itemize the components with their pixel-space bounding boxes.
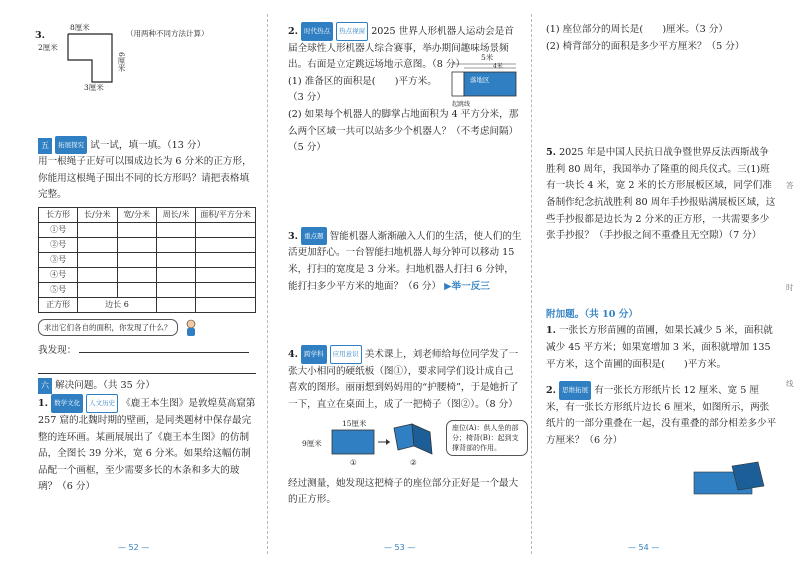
q2-tag-hot: 热点视窗	[336, 22, 368, 41]
q3-block	[35, 22, 256, 92]
q4-block	[288, 345, 522, 413]
row-label: 正方形	[39, 297, 78, 312]
dim-bottom: 3厘米	[84, 83, 104, 92]
fig-label-2: ②	[410, 457, 417, 467]
table-row	[39, 237, 256, 252]
discover-answer-line[interactable]	[79, 352, 249, 353]
overlap-paper-figure	[692, 460, 772, 500]
row-label: ⑤号	[39, 282, 78, 297]
section-5-text: 用一根绳子正好可以围成边长为 6 分米的正方形，你能用这根绳子围出不同的长方形吗？请把表格填完整。	[38, 156, 252, 201]
answer-cell[interactable]	[156, 237, 195, 252]
hint-row	[38, 319, 256, 337]
table-row	[39, 282, 256, 297]
q5-number: 5.	[546, 147, 557, 159]
l-shape-figure	[62, 24, 122, 90]
section-6-number: 六	[38, 378, 52, 394]
b2-tag: 思维拓展	[559, 381, 591, 400]
th-3: 周长/米	[156, 207, 195, 222]
b1-text: 一张长方形苗圃的苗圃，如果长减少 5 米，面积就减少 45 平方米；如果宽增加 3 米，面积就增加 135 平方米，这个苗圃的面积是( )平方米。	[546, 325, 773, 370]
row-label: ②号	[39, 237, 78, 252]
q4-tag-cross: 跨学科	[301, 345, 327, 364]
section-5-tag: 拓展探究	[55, 136, 87, 154]
q2-sub1: (1) 准备区的面积是( )平方米。（3 分）	[288, 75, 437, 104]
fig-width: 15厘米	[342, 418, 367, 428]
q2-sub2: (2) 如果每个机器人的脚掌占地面积为 4 平方分米，那么两个区域一共可以站多少个机器人？（不考虑间隔）（5 分）	[288, 108, 519, 154]
b2-text: 有一张长方形纸片长 12 厘米、宽 5 厘米，有一张长方形纸片边长 6 厘米，如图所示，两张纸片的一部分重叠在一起，没有重叠的部分相差多少平方厘米？（6 分）	[546, 385, 777, 446]
row-label: ④号	[39, 267, 78, 282]
answer-cell[interactable]	[78, 282, 117, 297]
q4-number: 4.	[288, 349, 299, 361]
discover-label: 我发现：	[38, 344, 77, 356]
bonus-2	[546, 381, 778, 449]
q3-note: （用两种不同方法计算）	[126, 29, 209, 38]
answer-cell[interactable]	[78, 222, 117, 237]
bonus-heading: 附加题。（共 10 分）	[546, 308, 638, 320]
answer-cell[interactable]	[78, 252, 117, 267]
section-6-title: 解决问题。（共 35 分）	[55, 380, 155, 392]
answer-cell[interactable]	[156, 267, 195, 282]
q1-text-block	[38, 394, 256, 496]
page-53	[268, 0, 530, 566]
fig-height: 9厘米	[302, 438, 322, 448]
dim-top: 8厘米	[70, 23, 90, 32]
chair-note: 座位(A)：供人坐的部分；椅背(B)：起到支撑背部的作用。	[446, 420, 528, 456]
q3-number: 3.	[288, 230, 299, 242]
answer-cell[interactable]	[117, 282, 156, 297]
q2-tag-era: 时代热点	[301, 22, 333, 41]
answer-cell[interactable]	[78, 237, 117, 252]
answer-cell[interactable]	[78, 267, 117, 282]
q2-text: 2025 世界人形机器人运动会是首届全球性人形机器人综合赛事，举办期间趣味场景频出。右面是立定跳远场地示意图。（8 分）	[288, 26, 514, 71]
margin-mark-3: 时	[786, 283, 794, 292]
fig-bottom: 起跳线	[452, 100, 471, 108]
b1-number: 1.	[546, 325, 557, 337]
section-6-heading	[38, 378, 256, 394]
q2-subs	[288, 52, 522, 157]
q4-figure-area	[288, 414, 522, 476]
table-header-row	[39, 207, 256, 222]
answer-cell[interactable]	[156, 282, 195, 297]
th-1: 长/分米	[78, 207, 117, 222]
answer-cell[interactable]	[117, 237, 156, 252]
section-5-title: 试一试，填一填。（13 分）	[90, 140, 207, 151]
answer-cell[interactable]	[156, 252, 195, 267]
answer-cell[interactable]	[196, 297, 256, 312]
table-row	[39, 252, 256, 267]
q3-tag: 重点题	[301, 227, 327, 246]
dim-left: 2厘米	[38, 43, 58, 52]
q3-link[interactable]: ▶举一反三	[444, 280, 490, 292]
table-row	[39, 267, 256, 282]
answer-cell[interactable]	[196, 282, 256, 297]
cardboard-figure	[302, 416, 442, 476]
q3-number: 3.	[35, 30, 46, 41]
th-4: 面积/平方分米	[196, 207, 256, 222]
q1-text: 《鹿王本生图》是敦煌莫高窟第 257 窟的北魏时期的壁画，是同类题材中保存最完整的连环画。某画展展出了《鹿王本生图》的仿制品，全图长 39 分米，宽 6 分米。如果给这幅仿制品配一个画框，至少需要多长的木条和多大的玻璃？（6 分）	[38, 398, 256, 493]
row-label: ③号	[39, 252, 78, 267]
bonus-1	[546, 323, 778, 373]
table-row	[39, 297, 256, 312]
square-side: 边长 6	[78, 297, 157, 312]
margin-mark-4: 线	[786, 379, 794, 388]
answer-cell[interactable]	[117, 252, 156, 267]
q4-sub2: (2) 椅背部分的面积是多少平方厘米？（5 分）	[546, 40, 745, 52]
answer-cell[interactable]	[117, 222, 156, 237]
answer-cell[interactable]	[156, 222, 195, 237]
th-0: 长方形	[39, 207, 78, 222]
q1-number: 1.	[38, 398, 49, 410]
table-row	[39, 222, 256, 237]
row-label: ①号	[39, 222, 78, 237]
q2-number: 2.	[288, 26, 299, 37]
answer-cell[interactable]	[196, 267, 256, 282]
page-number-54: — 54 —	[628, 543, 660, 552]
section-5-heading	[38, 136, 256, 154]
kid-icon	[184, 319, 198, 337]
answer-cell[interactable]	[196, 237, 256, 252]
th-2: 宽/分米	[117, 207, 156, 222]
answer-cell[interactable]	[196, 222, 256, 237]
fig-land: 落地区	[470, 75, 490, 84]
b2-number: 2.	[546, 385, 557, 397]
fig-label-1: ①	[350, 457, 357, 467]
q5-block	[546, 145, 778, 245]
q3-block	[288, 227, 522, 295]
q4-text: 美术课上，刘老师给每位同学发了一张大小相同的硬纸板（图①），要求同学们设计成自己喜欢的图形。丽丽想到妈妈用的“护腰椅”，于是她折了一下，直立在桌面上，成了一把椅子（图②）。（8 分）	[288, 349, 519, 410]
fig-top: 5米	[481, 52, 494, 62]
answer-line[interactable]	[38, 359, 256, 374]
q3-text: 智能机器人渐渐融入人们的生活，使人们的生活更加舒心。一台智能扫地机器人每分钟可以移动 15 米，打扫的宽度是 3 分米。扫地机器人打扫 6 分钟，能打扫多少平方米的地面？（6 分）	[288, 230, 522, 292]
page-number-52: — 52 —	[118, 543, 150, 552]
q4-sub1: (1) 座位部分的周长是( )厘米。（3 分）	[546, 24, 728, 35]
margin-mark-1: 答	[786, 181, 794, 190]
q1-tag-history: 人文历史	[86, 394, 118, 413]
q5-text: 2025 年是中国人民抗日战争暨世界反法西斯战争胜利 80 周年，我国举办了隆重的阅兵仪式。三(1)班有一块长 4 米，宽 2 米的长方形展板区域，同学们准备制作纪念抗战胜利 80 周年手抄报贴满展板区域，这些手抄报都是边长为 2 分米的正方形，一共需要多少张手抄报？（手抄报之间不重叠且无空隙）（7 分）	[546, 147, 776, 242]
fig-mid: 4米	[493, 62, 503, 70]
page-52	[0, 0, 266, 566]
discover-row	[38, 343, 256, 360]
hint-bubble: 求出它们各自的面积，你发现了什么？	[38, 319, 178, 336]
q4-tail: 经过测量，她发现这把椅子的座位部分正好是一个最大的正方形。	[288, 477, 519, 506]
answer-cell[interactable]	[117, 267, 156, 282]
dim-right: 6厘米	[117, 52, 126, 72]
rectangle-table	[38, 207, 256, 313]
q1-tag-culture: 数学文化	[51, 394, 83, 413]
answer-cell[interactable]	[196, 252, 256, 267]
section-5-number: 五	[38, 138, 52, 154]
q4-tag-apply: 应用意识	[330, 345, 362, 364]
answer-cell[interactable]	[156, 297, 195, 312]
page-number-53: — 53 —	[384, 543, 416, 552]
page-54	[532, 0, 800, 566]
